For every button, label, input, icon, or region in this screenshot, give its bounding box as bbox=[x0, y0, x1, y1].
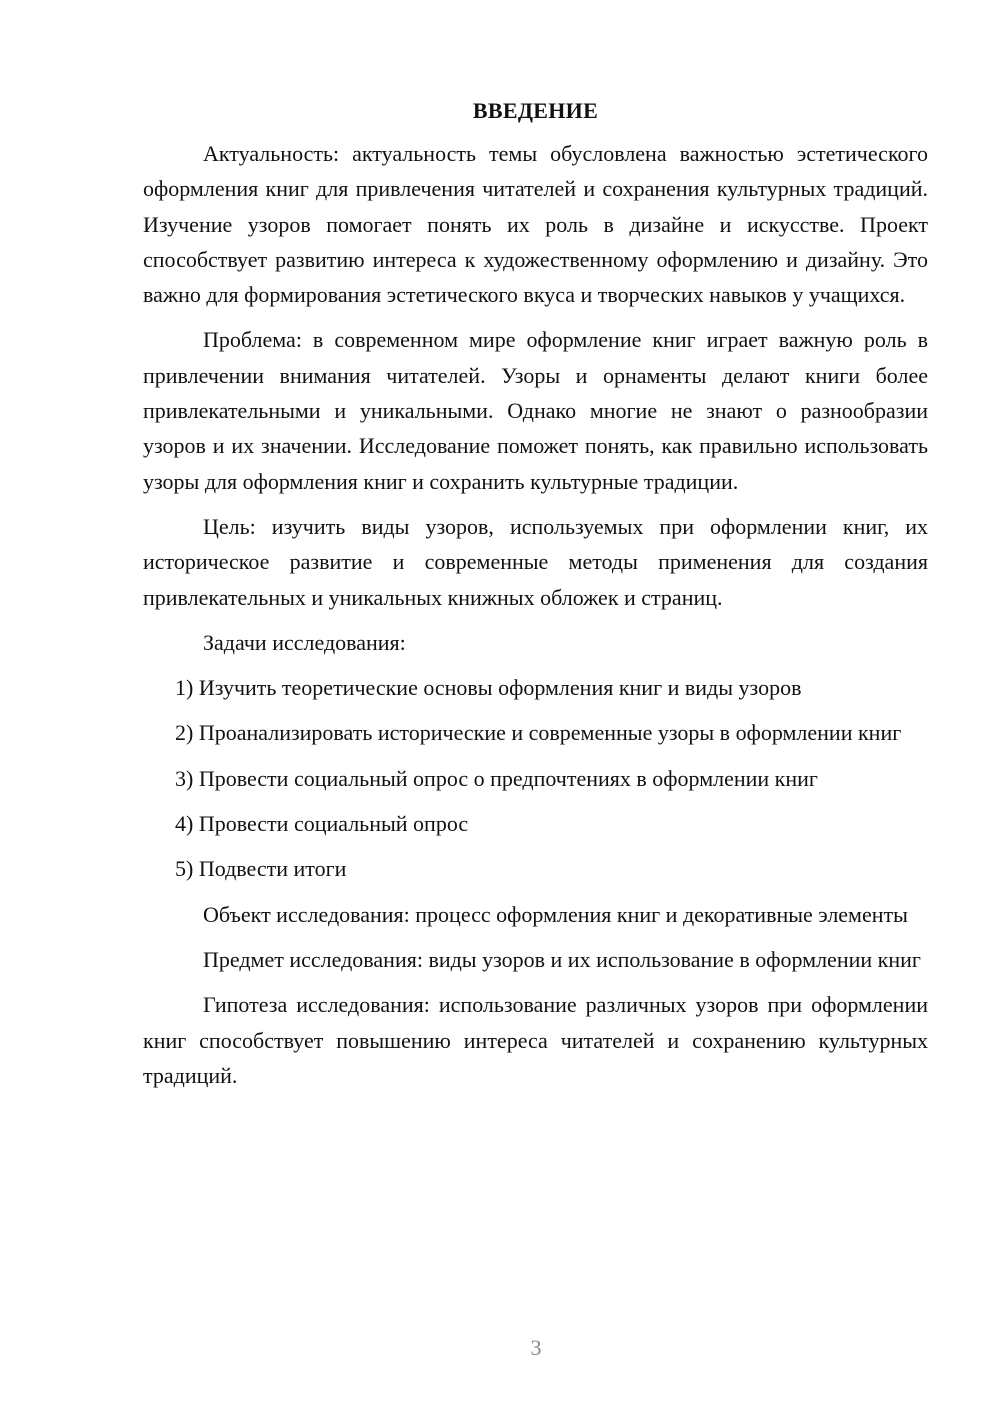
subject-paragraph: Предмет исследования: виды узоров и их использование в оформлении книг bbox=[203, 946, 921, 972]
object-paragraph: Объект исследования: процесс оформления книг и декоративные элементы bbox=[203, 901, 908, 927]
relevance-paragraph: Актуальность: актуальность темы обусловлена важностью эстетического оформления книг для привлечения читателей и сохранения культурных традиций. Изучение узоров помогает понять их роль в дизайне и искусстве. Проект способствует развитию интереса к художественному оформлению и дизайну. Это важно для формирования эстетического вкуса и творческих навыков у учащихся. bbox=[143, 141, 928, 308]
list-item-task-1: 1) Изучить теоретические основы оформления книг и виды узоров bbox=[175, 675, 802, 701]
tasks-heading: Задачи исследования: bbox=[203, 629, 406, 655]
hypothesis-paragraph: Гипотеза исследования: использование различных узоров при оформлении книг способствует повышению интереса читателей и сохранению культурных традиций. bbox=[143, 992, 928, 1088]
problem-paragraph: Проблема: в современном мире оформление книг играет важную роль в привлечении внимания читателей. Узоры и орнаменты делают книги более привлекательными и уникальными. Однако многие не знают о разнообразии узоров и их значении. Исследование поможет понять, как правильно использовать узоры для оформления книг и сохранить культурные традиции. bbox=[143, 327, 928, 494]
list-item-task-2: 2) Проанализировать исторические и современные узоры в оформлении книг bbox=[175, 720, 902, 746]
tasks-list bbox=[143, 670, 928, 886]
list-item-task-5: 5) Подвести итоги bbox=[175, 856, 347, 882]
page-number: 3 bbox=[530, 1335, 542, 1360]
list-item-task-3: 3) Провести социальный опрос о предпочтениях в оформлении книг bbox=[175, 765, 818, 791]
page-title: ВВЕДЕНИЕ bbox=[472, 98, 599, 123]
page-content bbox=[143, 96, 928, 1093]
goal-paragraph: Цель: изучить виды узоров, используемых при оформлении книг, их историческое развитие и современные методы применения для создания привлекательных и уникальных книжных обложек и страниц. bbox=[143, 513, 928, 610]
list-item-task-4: 4) Провести социальный опрос bbox=[175, 811, 469, 837]
